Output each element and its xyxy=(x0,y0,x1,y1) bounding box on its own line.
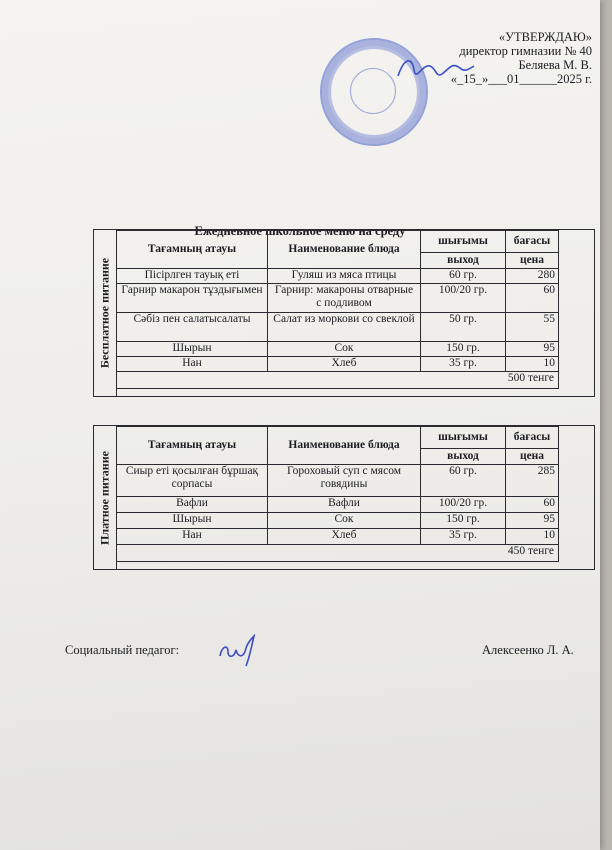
header-yield-ru: выход xyxy=(421,253,506,269)
header-dish-kz: Тағамның атауы xyxy=(117,231,268,269)
table-row: Пісірлген тауық еті Гуляш из мяса птицы 60 гр. 280 xyxy=(117,269,559,284)
approval-name: Беляева М. В. xyxy=(518,58,592,72)
table-row: Шырын Сок 150 гр. 95 xyxy=(117,342,559,357)
table-row: Сиыр еті қосылған бұршақ сорпасы Гороховый суп с мясом говядины 60 гр. 285 xyxy=(117,465,559,497)
paid-meal-total: 450 тенге xyxy=(117,545,559,562)
header-price-kz: бағасы xyxy=(506,231,559,253)
header-price-ru: цена xyxy=(506,253,559,269)
approval-position: директор гимназии № 40 xyxy=(459,44,592,58)
free-meal-side-label: Бесплатное питание xyxy=(94,230,117,396)
approval-title: «УТВЕРЖДАЮ» xyxy=(498,30,592,44)
table-row: Гарнир макарон тұздығымен Гарнир: макароны отварные с подливом 100/20 гр. 60 xyxy=(117,284,559,313)
paid-meal-table xyxy=(93,425,595,570)
free-meal-table xyxy=(93,229,595,397)
table-row: Вафли Вафли 100/20 гр. 60 xyxy=(117,497,559,513)
table-row: Нан Хлеб 35 гр. 10 xyxy=(117,357,559,372)
header-price-kz: бағасы xyxy=(506,427,559,449)
header-yield-ru: выход xyxy=(421,449,506,465)
free-meal-total: 500 тенге xyxy=(117,372,559,389)
table-row: Нан Хлеб 35 гр. 10 xyxy=(117,529,559,545)
header-dish-kz: Тағамның атауы xyxy=(117,427,268,465)
menu-title: Ежедневное школьное меню на среду xyxy=(194,224,406,238)
header-price-ru: цена xyxy=(506,449,559,465)
pedagogue-signature xyxy=(216,634,260,668)
table-row: Шырын Сок 150 гр. 95 xyxy=(117,513,559,529)
footer-name: Алексеенко Л. А. xyxy=(482,643,574,657)
paid-meal-side-label: Платное питание xyxy=(94,426,117,569)
header-dish-ru: Наименование блюда xyxy=(268,231,421,269)
footer-role: Социальный педагог: xyxy=(65,643,180,657)
director-signature xyxy=(392,52,478,86)
header-yield-kz: шығымы xyxy=(421,231,506,253)
table-row: Сәбіз пен салатысалаты Салат из моркови со свеклой 50 гр. 55 xyxy=(117,313,559,342)
header-yield-kz: шығымы xyxy=(421,427,506,449)
header-dish-ru: Наименование блюда xyxy=(268,427,421,465)
approval-date: «_15_»___01______2025 г. xyxy=(450,72,592,86)
